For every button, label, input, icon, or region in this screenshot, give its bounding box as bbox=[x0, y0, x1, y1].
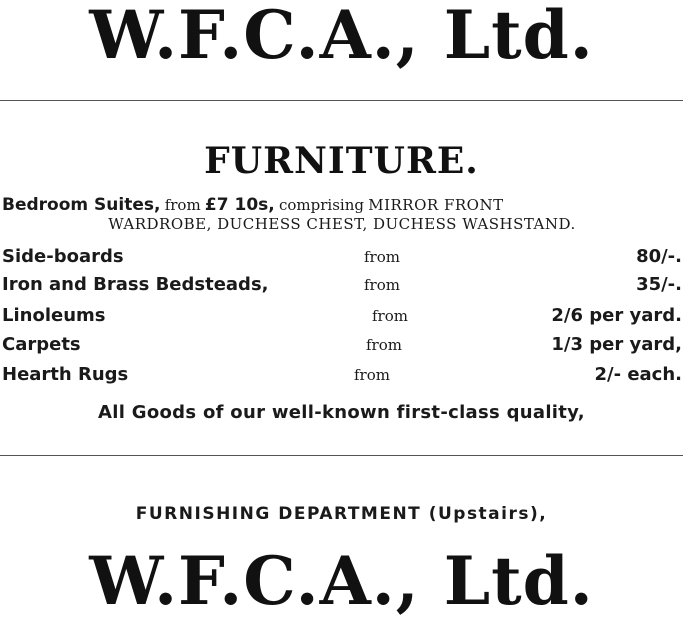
department-note: FURNISHING DEPARTMENT (Upstairs), bbox=[135, 504, 548, 524]
bedroom-suites-comprising: comprising bbox=[278, 196, 364, 214]
quality-note: All Goods of our well-known first-class quality, bbox=[98, 402, 585, 423]
price-row-from: from bbox=[366, 336, 402, 354]
masthead-title-bottom: W.F.C.A., Ltd. bbox=[89, 542, 594, 620]
price-row-price: 1/3 per yard, bbox=[551, 334, 682, 355]
price-row bbox=[2, 364, 682, 392]
section-heading: FURNITURE. bbox=[204, 140, 479, 182]
price-row-from: from bbox=[372, 307, 408, 325]
divider-rule bbox=[0, 100, 683, 101]
bedroom-suites-detail-line2: WARDROBE, DUCHESS CHEST, DUCHESS WASHSTAND. bbox=[108, 215, 576, 233]
price-row bbox=[2, 334, 682, 362]
price-row-price: 80/-. bbox=[636, 246, 682, 267]
price-row-price: 35/-. bbox=[636, 274, 682, 295]
price-row bbox=[2, 246, 682, 274]
masthead-title: W.F.C.A., Ltd. bbox=[89, 0, 594, 74]
price-row-price: 2/6 per yard. bbox=[551, 305, 682, 326]
price-row-item: Hearth Rugs bbox=[2, 364, 129, 385]
bedroom-suites-item: Bedroom Suites, bbox=[2, 195, 161, 215]
price-row-item: Carpets bbox=[2, 334, 81, 355]
price-row bbox=[2, 274, 682, 302]
bedroom-suites-detail-line1: MIRROR FRONT bbox=[368, 196, 504, 214]
price-row bbox=[2, 305, 682, 333]
price-row-item: Iron and Brass Bedsteads, bbox=[2, 274, 269, 295]
price-row-from: from bbox=[364, 248, 400, 266]
price-row-price: 2/- each. bbox=[594, 364, 682, 385]
price-row-from: from bbox=[354, 366, 390, 384]
price-row-item: Linoleums bbox=[2, 305, 106, 326]
bedroom-suites-from: from bbox=[164, 196, 201, 214]
price-row-item: Side-boards bbox=[2, 246, 124, 267]
price-row-from: from bbox=[364, 276, 400, 294]
bedroom-suites-price: £7 10s, bbox=[204, 195, 275, 215]
bedroom-suites-entry bbox=[2, 194, 682, 235]
divider-rule bbox=[0, 455, 683, 456]
